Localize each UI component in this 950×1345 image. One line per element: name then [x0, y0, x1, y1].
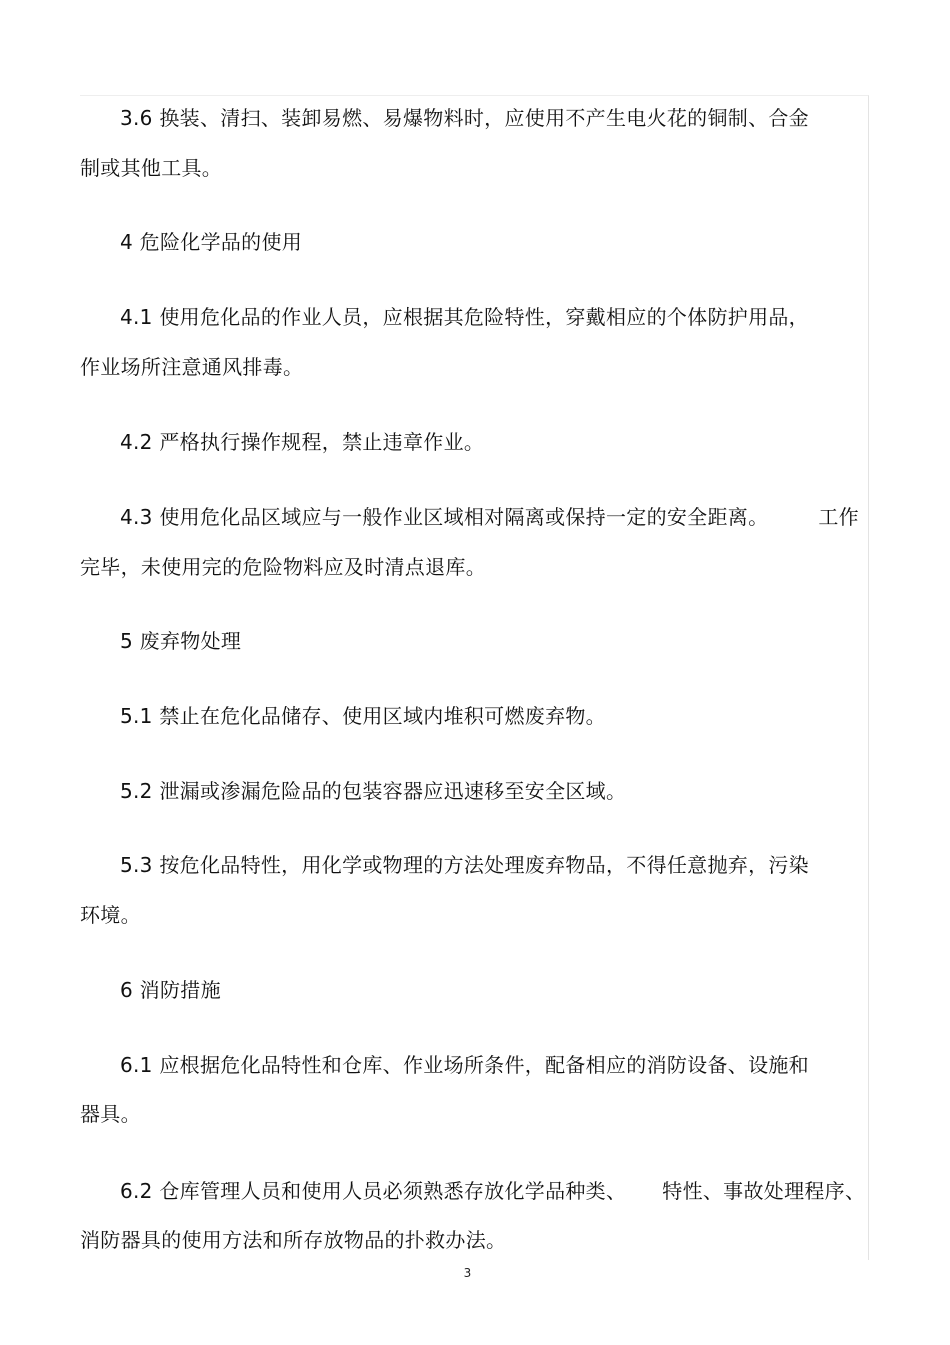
paragraph-3-6-line-2: 制或其他工具。 — [80, 156, 223, 180]
paragraph-5-3-line-2: 环境。 — [80, 903, 141, 927]
paragraph-4-3-tail: 工作 — [818, 505, 859, 529]
paragraph-5-1: 5.1 禁止在危化品储存、使用区域内堆积可燃废弃物。 — [120, 704, 606, 728]
section-heading-6: 6 消防措施 — [120, 978, 221, 1002]
paragraph-3-6-line-1: 3.6 换装、清扫、装卸易燃、易爆物料时，应使用不产生电火花的铜制、合金 — [120, 106, 809, 130]
paragraph-6-1-line-2: 器具。 — [80, 1102, 141, 1126]
paragraph-4-3-text: 4.3 使用危化品区域应与一般作业区域相对隔离或保持一定的安全距离。 — [120, 505, 769, 529]
paragraph-4-3-line-2: 完毕，未使用完的危险物料应及时清点退库。 — [80, 555, 486, 579]
paragraph-6-1-line-1: 6.1 应根据危化品特性和仓库、作业场所条件，配备相应的消防设备、设施和 — [120, 1053, 809, 1077]
paragraph-5-3-line-1: 5.3 按危化品特性，用化学或物理的方法处理废弃物品，不得任意抛弃，污染 — [120, 853, 809, 877]
paragraph-6-2-line-2: 消防器具的使用方法和所存放物品的扑救办法。 — [80, 1228, 507, 1252]
page-border — [80, 95, 869, 1260]
paragraph-4-3-line-1 — [120, 505, 859, 529]
paragraph-6-2-line-1 — [120, 1179, 865, 1203]
page-number: 3 — [463, 1266, 472, 1280]
section-heading-5: 5 废弃物处理 — [120, 629, 242, 653]
paragraph-4-2: 4.2 严格执行操作规程，禁止违章作业。 — [120, 430, 485, 454]
paragraph-4-1-line-2: 作业场所注意通风排毒。 — [80, 355, 304, 379]
paragraph-6-2-tail: 特性、事故处理程序、 — [662, 1179, 866, 1203]
section-heading-4: 4 危险化学品的使用 — [120, 230, 303, 254]
paragraph-6-2-text: 6.2 仓库管理人员和使用人员必须熟悉存放化学品种类、 — [120, 1179, 627, 1203]
paragraph-4-1-line-1: 4.1 使用危化品的作业人员，应根据其危险特性，穿戴相应的个体防护用品， — [120, 305, 809, 329]
paragraph-5-2: 5.2 泄漏或渗漏危险品的包装容器应迅速移至安全区域。 — [120, 779, 627, 803]
